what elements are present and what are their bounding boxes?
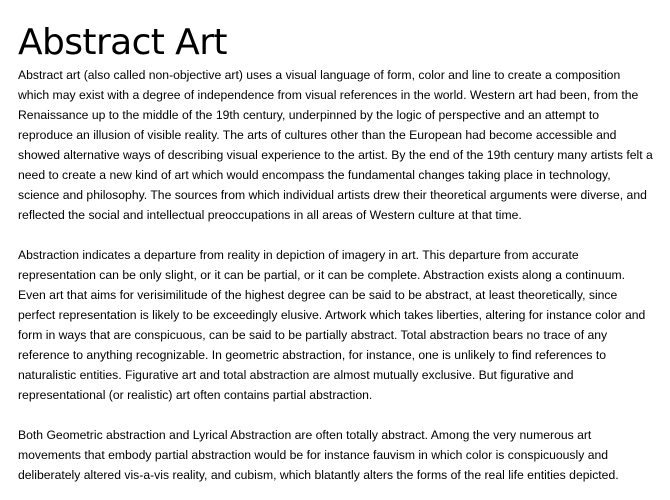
paragraph-movements: Both Geometric abstraction and Lyrical Abstraction are often totally abstract. Among the very numerous art movements that embody partial abstraction would be for instance fauvism in which color is conspicuously and deliberately altered vis-a-vis reality, and cubism, which blatantly alters the forms of the real life entities depicted.	[18, 428, 619, 482]
paragraph-intro: Abstract art (also called non-objective art) uses a visual language of form, color and line to create a composition which may exist with a degree of independence from visual references in the world. Western art had been, from the Renaissance up to the middle of the 19th century, underpinned by the logic of perspective and an attempt to reproduce an illusion of visible reality. The arts of cultures other than the European had become accessible and showed alternative ways of describing visual experience to the artist. By the end of the 19th century many artists felt a need to create a new kind of art which would encompass the fundamental changes taking place in technology, science and philosophy. The sources from which individual artists drew their theoretical arguments were diverse, and reflected the social and intellectual preoccupations in all areas of Western culture at that time.	[18, 68, 653, 222]
article	[18, 0, 654, 500]
page-title: Abstract Art	[18, 22, 227, 63]
paragraph-abstraction: Abstraction indicates a departure from reality in depiction of imagery in art. This departure from accurate representation can be only slight, or it can be partial, or it can be complete. Abstraction exists along a continuum. Even art that aims for verisimilitude of the highest degree can be said to be abstract, at least theoretically, since perfect representation is likely to be exceedingly elusive. Artwork which takes liberties, altering for instance color and form in ways that are conspicuous, can be said to be partially abstract. Total abstraction bears no trace of any reference to anything recognizable. In geometric abstraction, for instance, one is unlikely to find references to naturalistic entities. Figurative art and total abstraction are almost mutually exclusive. But figurative and representational (or realistic) art often contains partial abstraction.	[18, 248, 646, 402]
